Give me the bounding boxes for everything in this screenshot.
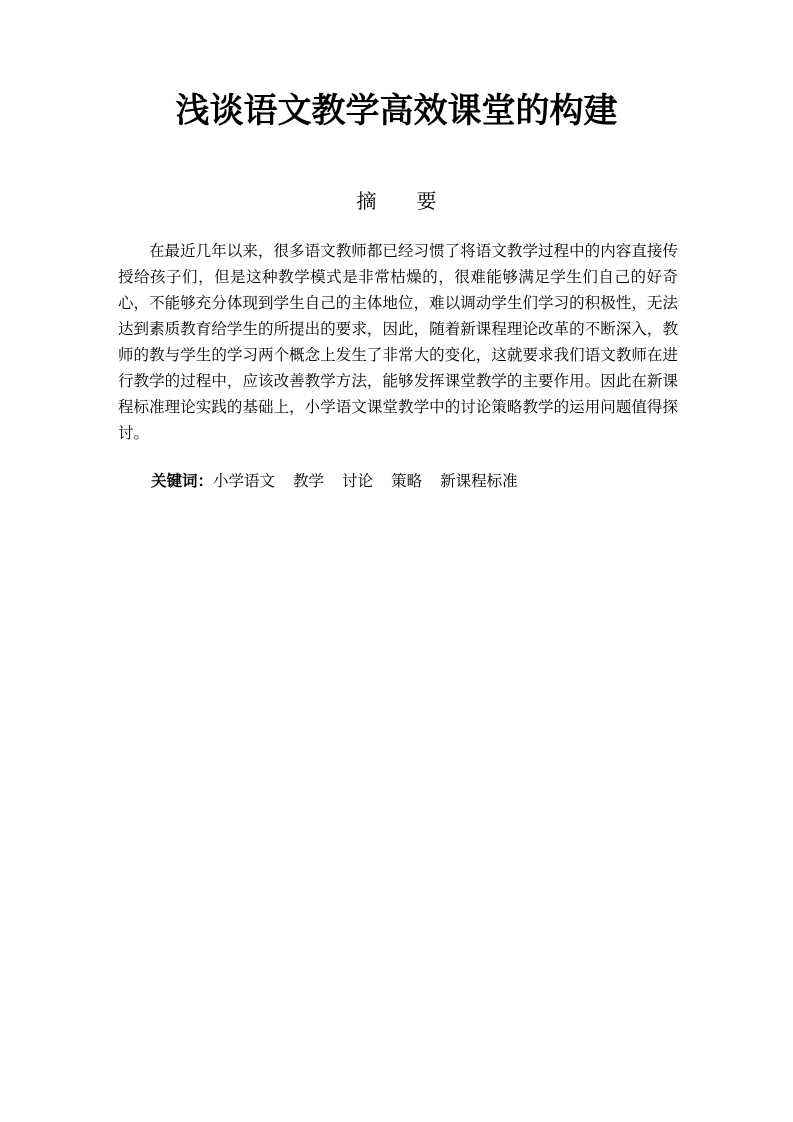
document-title: 浅谈语文教学高效课堂的构建 <box>175 91 618 131</box>
keyword: 教学 <box>293 472 325 490</box>
abstract-heading: 摘 要 <box>356 189 437 213</box>
keyword: 小学语文 <box>213 472 276 490</box>
keyword: 讨论 <box>342 472 374 490</box>
keywords-label: 关键词： <box>151 471 214 490</box>
keyword: 策略 <box>391 472 423 490</box>
keyword: 新课程标准 <box>440 472 518 490</box>
abstract-body: 在最近几年以来，很多语文教师都已经习惯了将语文教学过程中的内容直接传授给孩子们，但是这种教学模式是非常枯燥的，很难能够满足学生们自己的好奇心，不能够充分体现到学生自己的主体地位，难以调动学生们学习的积极性，无法达到素质教育给学生的所提出的要求，因此，随着新课程理论改革的不断深入，教师的教与学生的学习两个概念上发生了非常大的变化，这就要求我们语文教师在进行教学的过程中，应该改善教学方法，能够发挥课堂教学的主要作用。因此在新课程标准理论实践的基础上，小学语文课堂教学中的讨论策略教学的运用问题值得探讨。 <box>118 242 678 442</box>
keywords-line <box>151 468 711 494</box>
